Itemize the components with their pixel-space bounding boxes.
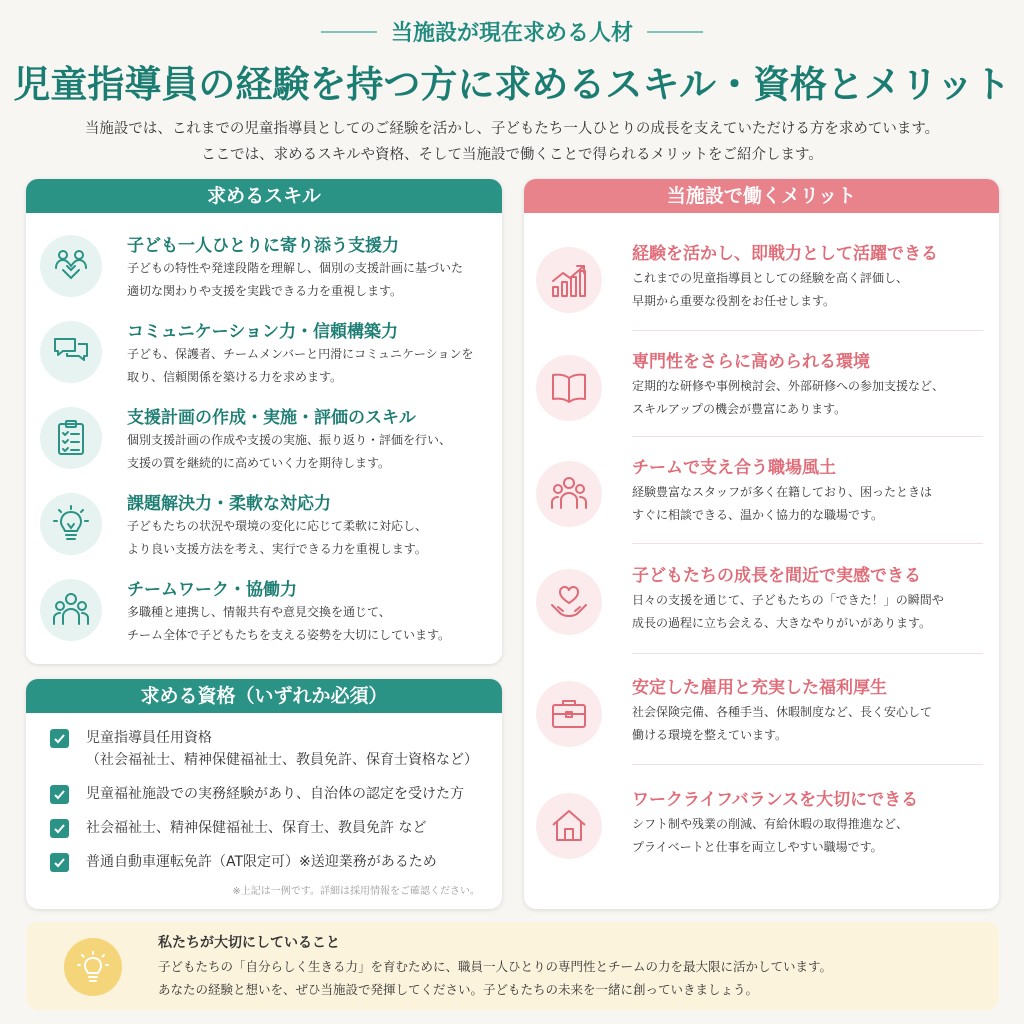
merit-desc-line: 早期から重要な役割をお任せします。 xyxy=(632,294,836,308)
skill-desc-line: 子どもたちの状況や環境の変化に応じて柔軟に対応し、 xyxy=(127,519,428,533)
intro-text xyxy=(0,116,1024,168)
merit-desc-line: プライベートと仕事を両立しやすい職場です。 xyxy=(632,840,883,854)
skill-item xyxy=(26,309,502,395)
section-kicker xyxy=(0,16,1024,47)
values-line: あなたの経験と想いを、ぜひ当施設で発揮してください。子どもたちの未来を一緒に創っていきましょう。 xyxy=(158,982,759,997)
merits-panel xyxy=(524,179,999,909)
lightbulb-icon xyxy=(40,493,102,555)
skill-desc-line: 取り、信頼関係を築ける力を求めます。 xyxy=(127,370,343,384)
merit-title: 子どもたちの成長を間近で実感できる xyxy=(632,566,921,586)
kicker-rule-left xyxy=(321,31,377,33)
skill-description xyxy=(127,515,427,561)
team-people-icon xyxy=(536,461,602,527)
checkbox-icon xyxy=(50,853,69,872)
skill-item xyxy=(26,567,502,653)
intro-line-1: 当施設では、これまでの児童指導員としてのご経験を活かし、子どもたち一人ひとりの成長を支えていただける方を求めています。 xyxy=(84,121,940,137)
skill-description xyxy=(127,429,451,475)
skill-desc-line: 子どもの特性や発達段階を理解し、個別の支援計画に基づいた xyxy=(127,261,464,275)
skill-title: 課題解決力・柔軟な対応力 xyxy=(127,494,331,514)
merit-title: 安定した雇用と充実した福利厚生 xyxy=(632,678,887,698)
growth-chart-icon xyxy=(536,247,602,313)
merit-desc-line: 成長の過程に立ち会える、大きなやりがいがあります。 xyxy=(632,616,932,630)
qualification-text: 児童福祉施設での実務経験があり、自治体の認定を受けた方 xyxy=(86,786,464,802)
merit-desc-line: 働ける環境を整えています。 xyxy=(632,728,788,742)
merit-title: 専門性をさらに高められる環境 xyxy=(632,352,870,372)
supporting-hands-icon xyxy=(40,235,102,297)
merit-divider xyxy=(632,764,983,765)
house-icon xyxy=(536,793,602,859)
skill-desc-line: 子ども、保護者、チームメンバーと円滑にコミュニケーションを xyxy=(127,347,474,361)
skill-description xyxy=(127,257,463,303)
qualification-text: 社会福祉士、精神保健福祉士、保育士、教員免許 など xyxy=(86,820,427,836)
merit-description xyxy=(632,589,944,635)
skill-title: 子ども一人ひとりに寄り添う支援力 xyxy=(127,236,399,256)
qualification-line: 児童指導員任用資格 xyxy=(86,730,212,746)
heart-hands-icon xyxy=(536,569,602,635)
kicker-text: 当施設が現在求める人材 xyxy=(390,21,633,46)
skill-desc-line: 個別支援計画の作成や支援の実施、振り返り・評価を行い、 xyxy=(127,433,452,447)
skill-title: 支援計画の作成・実施・評価のスキル xyxy=(127,408,416,428)
open-book-icon xyxy=(536,355,602,421)
values-banner xyxy=(26,922,999,1010)
briefcase-icon xyxy=(536,681,602,747)
merit-description xyxy=(632,267,908,313)
merit-desc-line: スキルアップの機会が豊富にあります。 xyxy=(632,402,847,416)
merit-desc-line: これまでの児童指導員としての経験を高く評価し、 xyxy=(632,271,909,285)
speech-bubbles-icon xyxy=(40,321,102,383)
skill-item xyxy=(26,223,502,309)
merit-desc-line: シフト制や残業の削減、有給休暇の取得推進など、 xyxy=(632,817,909,831)
merit-description xyxy=(632,481,932,527)
skill-description xyxy=(127,343,473,389)
values-title: 私たちが大切にしていること xyxy=(158,935,340,951)
intro-line-2: ここでは、求めるスキルや資格、そして当施設で働くことで得られるメリットをご紹介します。 xyxy=(201,147,823,163)
merits-heading: 当施設で働くメリット xyxy=(524,179,999,213)
qualification-text: 普通自動車運転免許（AT限定可）※送迎業務があるため xyxy=(86,854,437,870)
values-line: 子どもたちの「自分らしく生きる力」を育むために、職員一人ひとりの専門性とチームの力を最大限に活かしています。 xyxy=(158,959,833,974)
merit-item xyxy=(524,657,999,763)
skill-title: チームワーク・協働力 xyxy=(127,580,297,600)
skill-title: コミュニケーション力・信頼構築力 xyxy=(127,322,398,342)
skill-desc-line: 適切な関わりや支援を実践できる力を重視します。 xyxy=(127,284,403,298)
merit-desc-line: 日々の支援を通じて、子どもたちの「できた！」の瞬間や xyxy=(632,593,944,607)
qualifications-heading: 求める資格（いずれか必須） xyxy=(26,679,502,713)
page-title: 児童指導員の経験を持つ方に求めるスキル・資格とメリット xyxy=(13,63,1011,106)
merit-title: 経験を活かし、即戦力として活躍できる xyxy=(632,244,938,264)
merit-item xyxy=(524,545,999,651)
clipboard-checklist-icon xyxy=(40,407,102,469)
skill-desc-line: より良い支援方法を考え、実行できる力を重視します。 xyxy=(127,542,427,556)
merit-divider xyxy=(632,653,983,654)
team-people-icon xyxy=(40,579,102,641)
merit-item xyxy=(524,331,999,437)
merit-desc-line: 定期的な研修や事例検討会、外部研修への参加支援など、 xyxy=(632,379,945,393)
checkbox-icon xyxy=(50,819,69,838)
merit-desc-line: すぐに相談できる、温かく協力的な職場です。 xyxy=(632,508,884,522)
merit-item xyxy=(524,223,999,329)
skills-heading: 求めるスキル xyxy=(26,179,502,213)
merit-description xyxy=(632,813,908,859)
merit-title: チームで支え合う職場風土 xyxy=(632,458,836,478)
kicker-rule-right xyxy=(647,31,703,33)
checkbox-icon xyxy=(50,729,69,748)
merit-title: ワークライフバランスを大切にできる xyxy=(632,790,919,810)
skills-panel xyxy=(26,179,502,664)
merit-divider xyxy=(632,543,983,544)
skill-item xyxy=(26,481,502,567)
qualification-text xyxy=(86,727,478,771)
merit-desc-line: 社会保険完備、各種手当、休暇制度など、長く安心して xyxy=(632,705,933,719)
merit-description xyxy=(632,375,944,421)
qualification-line: （社会福祉士、精神保健福祉士、教員免許、保育士資格など） xyxy=(86,752,478,768)
merit-description xyxy=(632,701,932,747)
qualification-note: ※上記は一例です。詳細は採用情報をご確認ください。 xyxy=(232,886,480,897)
merit-item xyxy=(524,437,999,543)
qualifications-panel xyxy=(26,679,502,909)
merit-desc-line: 経験豊富なスタッフが多く在籍しており、困ったときは xyxy=(632,485,933,499)
checkbox-icon xyxy=(50,785,69,804)
merit-item xyxy=(524,769,999,875)
skill-description xyxy=(127,601,450,647)
skill-desc-line: 多職種と連携し、情報共有や意見交換を通じて、 xyxy=(127,605,391,619)
skill-desc-line: チーム全体で子どもたちを支える姿勢を大切にしています。 xyxy=(127,628,451,642)
values-text xyxy=(158,955,832,1001)
skill-item xyxy=(26,395,502,481)
lightbulb-icon xyxy=(64,938,122,996)
skill-desc-line: 支援の質を継続的に高めていく力を期待します。 xyxy=(127,456,391,470)
